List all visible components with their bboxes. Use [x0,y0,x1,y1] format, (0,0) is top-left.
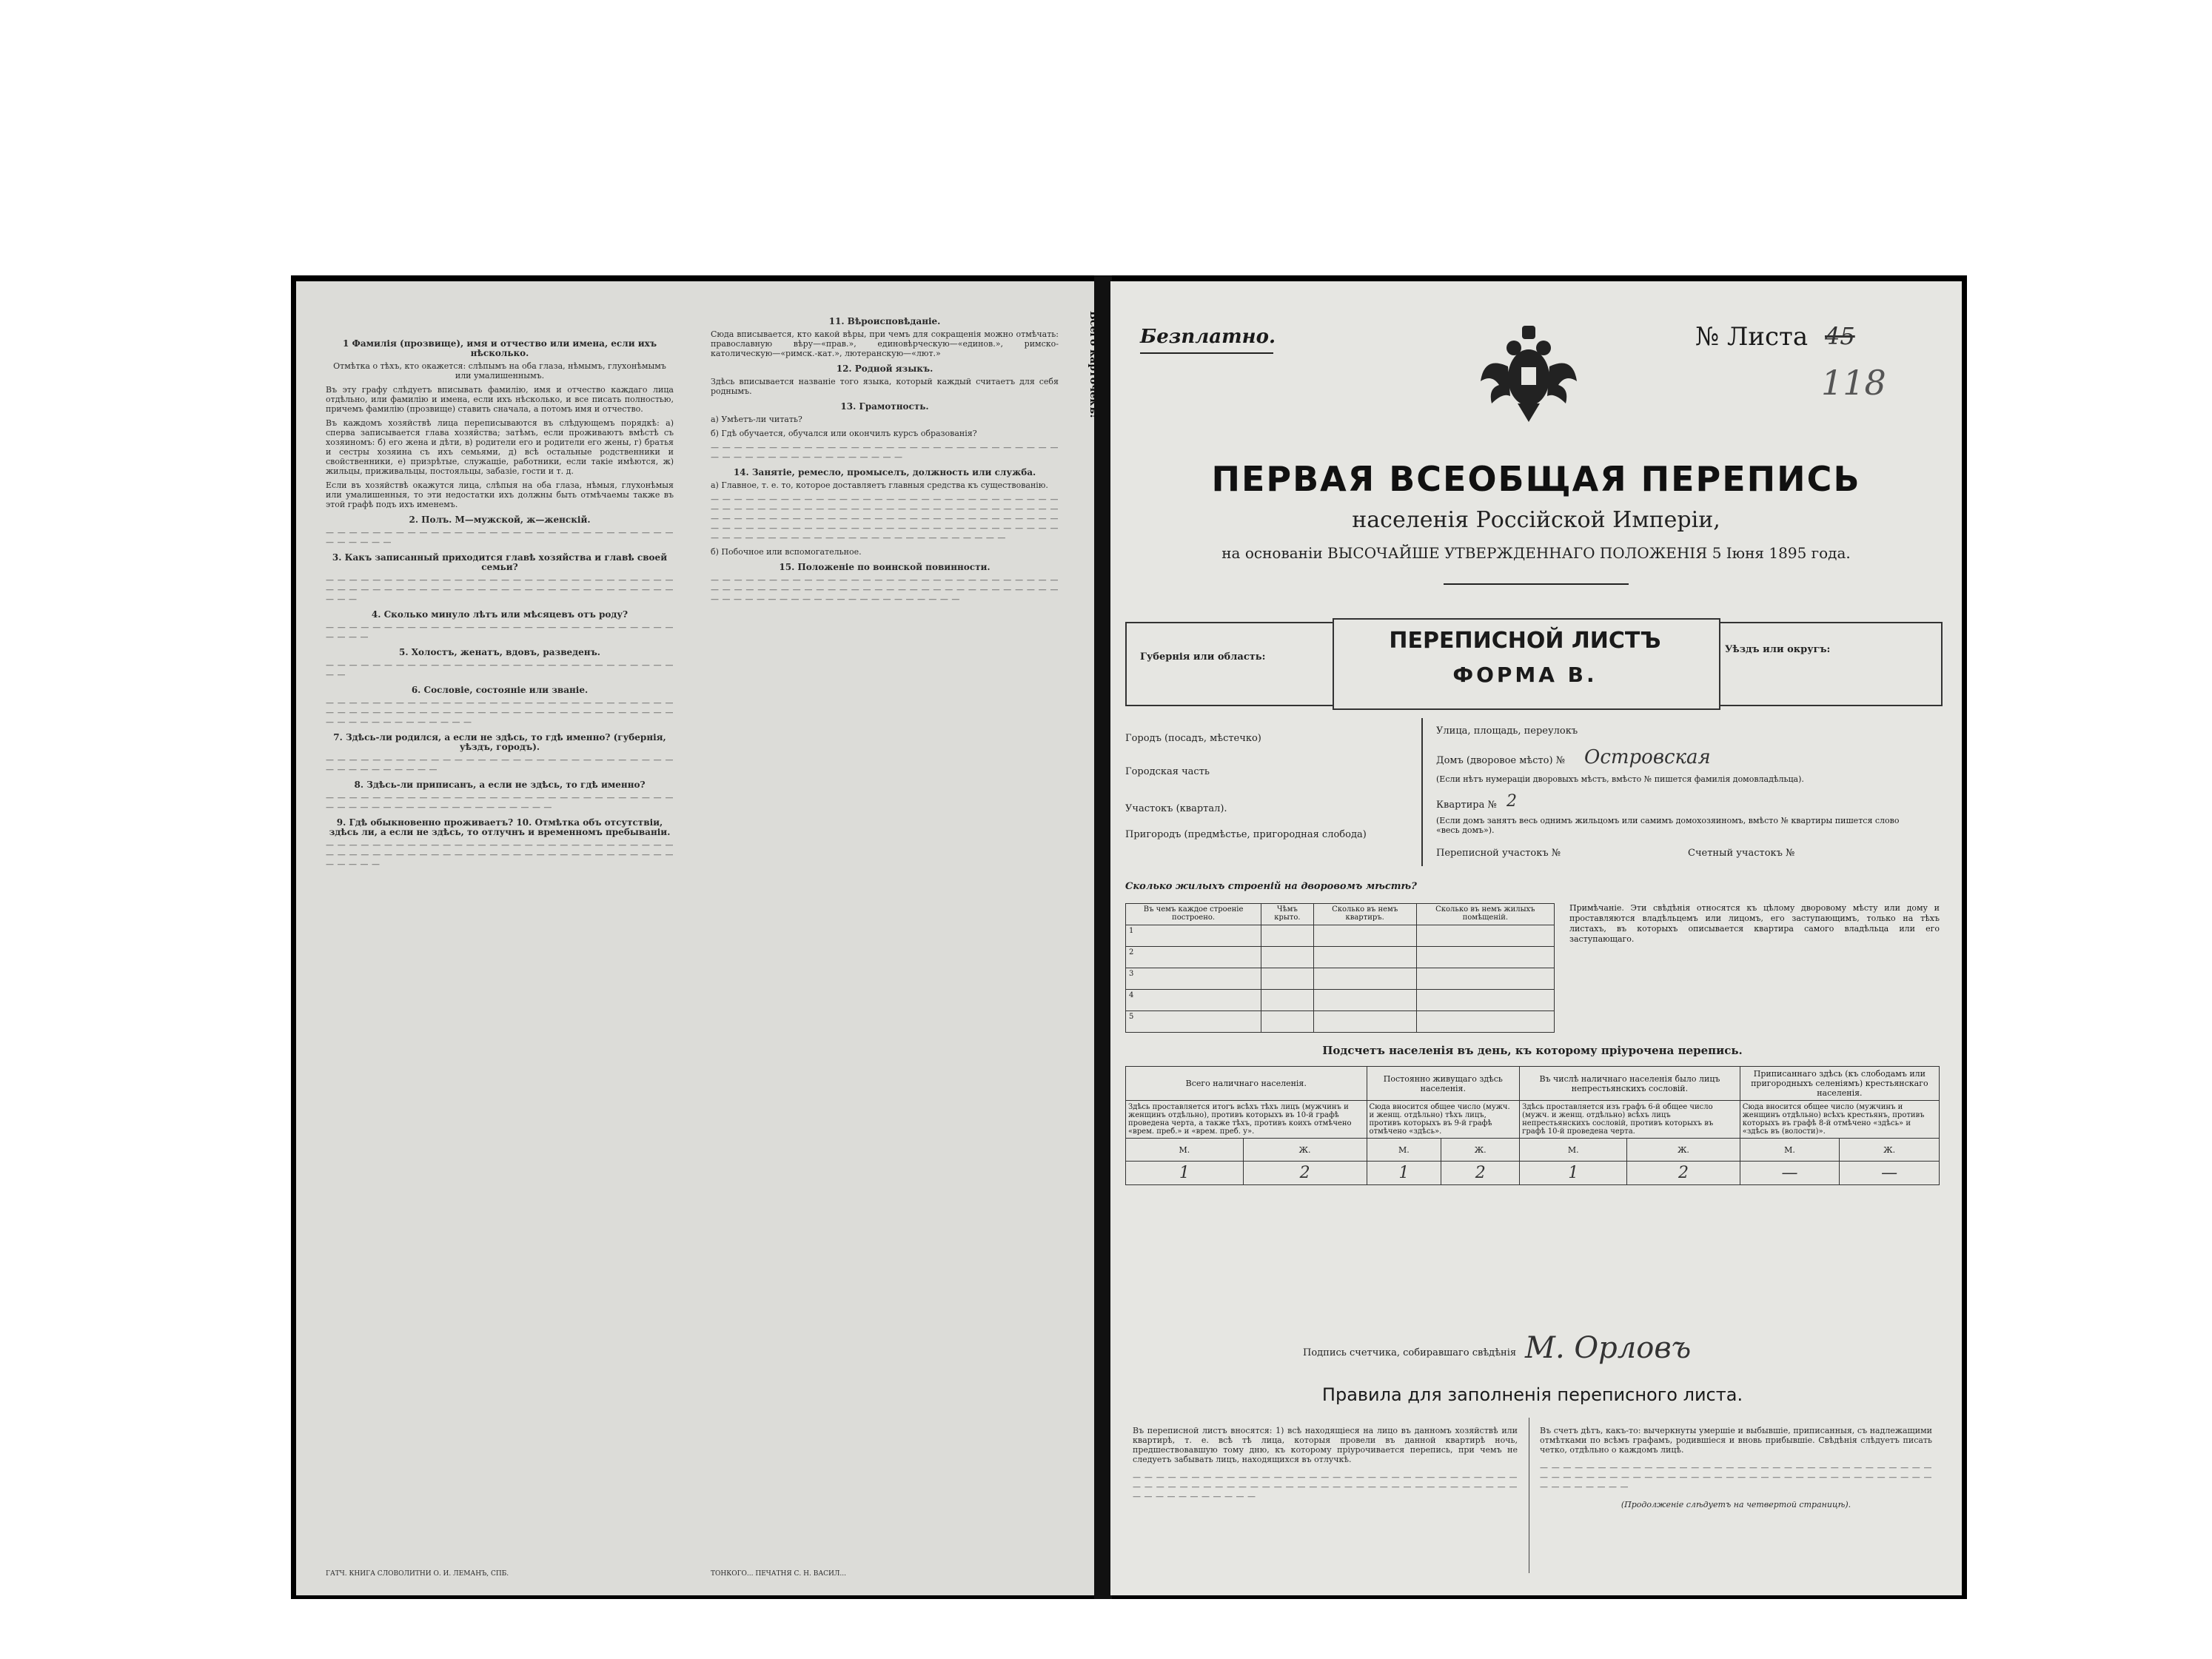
continuation-note: (Продолженіе слѣдуетъ на четвертой страницѣ). [1621,1500,1851,1509]
table-row [1126,990,1555,1011]
heading-marital: 5. Холостъ, женатъ, вдовъ, разведенъ. [399,647,600,657]
filler-text: — — — — — — — — — — — — — — — — — — — — — — — — — — — — — — — — — — — — — — — — [326,755,674,774]
margin-stamp: Всего карточекъ! [1087,311,1099,419]
filler-text: — — — — — — — — — — — — — — — — — — — — — — — — — — — — — — — — — — — — — — — — — — — — — — — — — — — — — — — — — — — — — — — — — — — — — — — — — — — — — — — — — — — — — — — — — — — — — — — — — — — — — — — — — — — — — — — — — — — — — — — — — — — — — — — — — — — — — — — — — — — — — — — — — — [711,495,1059,543]
suburb-label: Пригородъ (предмѣстье, пригородная слобода) [1125,829,1367,840]
pop-col-peasant: Приписаннаго здѣсь (къ слободамъ или пригородныхъ селеніямъ) крестьянскаго населенія. [1740,1067,1939,1101]
row-number: 4 [1126,990,1261,1011]
counter-district-label: Счетный участокъ № [1688,848,1795,859]
house-note: (Если нѣтъ нумераціи дворовыхъ мѣстъ, вмѣсто № пишется фамилія домовладѣльца). [1436,774,1804,784]
heading-religion: 11. Вѣроисповѣданіе. [828,316,941,326]
male-header: М. [1520,1139,1627,1162]
district-label: Уѣздъ или округъ: [1725,644,1831,655]
count-value: 1 [1126,1162,1244,1185]
instructions-column-1 [326,333,674,874]
heading-age: 4. Сколько минуло лѣтъ или мѣсяцевъ отъ роду? [371,609,629,620]
sub-occupation-a: а) Главное, т. е. то, которое доставляетъ главныя средства къ существованію. [711,480,1048,490]
heading-birthplace: 7. Здѣсь-ли родился, а если не здѣсь, то гдѣ именно? (губернія, уѣздъ, городъ). [333,732,666,752]
buildings-col-apartments: Сколько въ немъ квартиръ. [1313,904,1416,925]
count-value: 2 [1441,1162,1520,1185]
precinct-label: Участокъ (квартал). [1125,803,1227,814]
male-header: М. [1740,1139,1840,1162]
apartment-label: Квартира № [1436,800,1497,811]
sheet-number: 45 [1825,322,1855,350]
city-part-label: Городская часть [1125,766,1210,777]
buildings-col-material: Въ чемъ каждое строеніе построено. [1126,904,1261,925]
left-page [296,281,1096,1595]
heading-name: 1 Фамилія (прозвище), имя и отчество или имена, если ихъ нѣсколько. [342,338,657,358]
male-header: М. [1126,1139,1244,1162]
census-title: ПЕРВАЯ ВСЕОБЩАЯ ПЕРЕПИСЬ [1211,459,1861,499]
note-disabilities: Отмѣтка о тѣхъ, кто окажется: слѣпымъ на оба глаза, нѣмымъ, глухонѣмымъ или умалишеннымъ. [333,361,666,381]
population-table [1125,1066,1940,1185]
house-label: Домъ (дворовое мѣсто) № [1436,755,1566,766]
buildings-heading: Сколько жилыхъ строеній на дворовомъ мѣстѣ? [1125,881,1417,892]
sheet-number-label: № Листа [1695,322,1809,352]
census-basis: на основаніи ВЫСОЧАЙШЕ УТВЕРЖДЕННАГО ПОЛОЖЕНІЯ 5 Іюня 1895 года. [1221,544,1851,562]
para-disabilities: Если въ хозяйствѣ окажутся лица, слѣпыя на оба глаза, нѣмыя, глухонѣмыя или умалишенныя, то эти недостатки ихъ должны быть отмѣчаемы также въ этой графѣ подъ ихъ именемъ. [326,480,674,509]
right-page [1110,281,1962,1595]
count-value: 1 [1520,1162,1627,1185]
para-language: Здѣсь вписывается названіе того языка, который каждый считаетъ для себя роднымъ. [711,377,1059,396]
archive-number: 118 [1821,363,1886,403]
pop-desc-permanent: Сюда вносится общее число (мужч. и женщ. отдѣльно) тѣхъ лицъ, противъ которыхъ въ 9-й графѣ отмѣчено «здѣсь». [1367,1101,1520,1139]
heading-language: 12. Родной языкъ. [836,363,934,374]
address-divider [1421,718,1423,866]
free-label: Безплатно. [1140,326,1276,348]
population-heading: Подсчетъ населенія въ день, къ которому пріурочена перепись. [1322,1044,1743,1057]
heading-sex: 2. Полъ. М—мужской, ж—женскій. [409,515,591,525]
filler-text: — — — — — — — — — — — — — — — — — — — — — — — — — — — — — — — — — — — — — — — — — — — — — — — — — — — — — — — — — — — — — — — — — [326,840,674,869]
count-value: 2 [1243,1162,1367,1185]
filler-text: — — — — — — — — — — — — — — — — — — — — — — — — — — — — — — — — — — [326,623,674,642]
sub-literacy-b: б) Гдѣ обучается, обучался или окончилъ курсъ образованія? [711,429,977,438]
male-header: М. [1367,1139,1441,1162]
rules-heading: Правила для заполненія переписного листа. [1321,1384,1743,1405]
double-headed-eagle-icon [1473,315,1584,426]
para-order: Въ каждомъ хозяйствѣ лица переписываются въ слѣдующемъ порядкѣ: а) сперва записывается глава хозяйства; затѣмъ, если проживаютъ вмѣстѣ съ хозяиномъ: б) его жена и дѣти, в) родители его и родители его жены, г) братья и сестры хозяина съ ихъ семьями, д) всѣ остальные родственники и свойственники, е) призрѣтые, служащіе, работники, если такіе имѣются, ж) жильцы, приживальцы, постояльцы, забазіе, гости и т. д. [326,418,674,476]
table-row [1126,925,1555,947]
buildings-col-roof: Чѣмъ крыто. [1261,904,1314,925]
pop-desc-present: Здѣсь проставляется итогъ всѣхъ тѣхъ лицъ (мужчинъ и женщинъ отдѣльно), противъ которыхъ въ 10-й графѣ проведена черта, а также тѣхъ, противъ коихъ отмѣчено «врем. преб.» и «врем. преб. у». [1126,1101,1367,1139]
count-value: 1 [1367,1162,1441,1185]
sub-occupation-b: б) Побочное или вспомогательное. [711,547,862,557]
pop-col-present: Всего наличнаго населенія. [1126,1067,1367,1101]
province-label: Губернія или область: [1140,651,1266,663]
filler-text: — — — — — — — — — — — — — — — — — — — — — — — — — — — — — — — — — — — — — — — — — — — — — — — — — — [326,793,674,812]
house-value: Островская [1584,746,1711,768]
count-value: — [1740,1162,1840,1185]
filler-text: — — — — — — — — — — — — — — — — — — — — — — — — — — — — — — — — [326,660,674,680]
census-district-label: Переписной участокъ № [1436,848,1561,859]
female-header: Ж. [1441,1139,1520,1162]
census-subtitle: населенія Россійской Имперіи, [1352,507,1720,533]
city-label: Городъ (посадъ, мѣстечко) [1125,733,1261,744]
counter-signature: М. Орловъ [1525,1331,1692,1365]
heading-relation: 3. Какъ записанный приходится главѣ хозяйства и главѣ своей семьи? [332,552,668,572]
rules-text-2: Въ счетъ дѣтъ, какъ-то: вычеркнуты умершіе и выбывшіе, приписанныя, съ надлежащими отмѣтками по всѣмъ графамъ, родившіеся и вновь прибывшіе. Свѣдѣнія слѣдуетъ писать четко, отдѣльно о каждомъ лицѣ. [1540,1426,1932,1455]
street-label: Улица, площадь, переулокъ [1436,725,1578,737]
free-underline [1140,352,1273,354]
row-number: 2 [1126,947,1261,968]
filler-text: — — — — — — — — — — — — — — — — — — — — — — — — — — — — — — — — — — — — — — — — — — — — — — — — — — — — — — — — — — — — — — — — — — — — — — — — — — — — [1540,1463,1932,1492]
count-value: — [1840,1162,1940,1185]
rules-column-2 [1540,1418,1932,1518]
heading-military: 15. Положеніе по воинской повинности. [779,562,991,572]
buildings-table [1125,903,1555,1033]
pop-desc-nonpeasant: Здѣсь проставляется изъ графъ 6-й общее число (мужч. и женщ. отдѣльно) всѣхъ лицъ непрестьянскихъ сословій, противъ которыхъ въ графѣ 10-й проведена черта. [1520,1101,1740,1139]
female-header: Ж. [1243,1139,1367,1162]
heading-residence: 9. Гдѣ обыкновенно проживаетъ? 10. Отмѣтка объ отсутствіи, здѣсь ли, а если не здѣсь, то отлучнъ и временномъ пребываніи. [329,817,671,837]
pop-col-permanent: Постоянно живущаго здѣсь населенія. [1367,1067,1520,1101]
heading-occupation: 14. Занятіе, ремесло, промыселъ, должность или служба. [733,467,1036,477]
title-divider [1444,583,1629,585]
pop-desc-peasant: Сюда вносится общее число (мужчинъ и женщинъ отдѣльно) всѣхъ крестьянъ, противъ которыхъ въ графѣ 8-й отмѣчено «здѣсь» и «здѣсь въ (волости)». [1740,1101,1939,1139]
filler-text: — — — — — — — — — — — — — — — — — — — — — — — — — — — — — — — — — — — — — — — — — — — — — — — — — — — — — — — — — — — — — — — — — — — — — — — — — — — — — — — — — — [711,575,1059,604]
sub-literacy-a: а) Умѣетъ-ли читать? [711,415,802,424]
left-footer-2: ТОНКОГО... ПЕЧАТНЯ С. Н. ВАСИЛ... [711,1570,846,1578]
apartment-value: 2 [1506,792,1517,811]
filler-text: — — — — — — — — — — — — — — — — — — — — — — — — — — — — — — — — — — — — — — — — — — — — — — — — — — — — — — — — — — — — — — — — — — — — — — — — — — — — — [1133,1472,1518,1501]
buildings-note: Примѣчаніе. Эти свѣдѣнія относятся къ цѣлому дворовому мѣсту или дому и проставляются владѣльцемъ или лицомъ, его заступающимъ, только на тѣхъ листахъ, въ которыхъ описывается квартира самого владѣльца или его заступающаго. [1569,903,1940,944]
heading-estate: 6. Сословіе, состояніе или званіе. [411,685,589,695]
rules-text-1: Въ переписной листъ вносятся: 1) всѣ находящіеся на лицо въ данномъ хозяйствѣ или квартирѣ, т. е. всѣ тѣ лица, которыя провели въ данной квартирѣ ночь, предшествовавшую тому дню, къ которому пріурочивается перепись, при чемъ не следуетъ забывать лицъ, находящихся въ отлучкѣ. [1133,1426,1518,1464]
row-number: 1 [1126,925,1261,947]
signature-label: Подпись счетчика, собиравшаго свѣдѣнія [1303,1347,1517,1358]
filler-text: — — — — — — — — — — — — — — — — — — — — — — — — — — — — — — — — — — — — [326,528,674,547]
heading-registered: 8. Здѣсь-ли приписанъ, а если не здѣсь, то гдѣ именно? [354,780,646,790]
female-header: Ж. [1627,1139,1740,1162]
para-religion: Сюда вписывается, кто какой вѣры, при чемъ для сокращенія можно отмѣчать: православную вѣру—«прав.», единовѣрческую—«единов.», римско-католическую—«римск.-кат.», лютеранскую—«лют.» [711,329,1059,358]
table-row [1126,947,1555,968]
female-header: Ж. [1840,1139,1940,1162]
count-value: 2 [1627,1162,1740,1185]
filler-text: — — — — — — — — — — — — — — — — — — — — — — — — — — — — — — — — — — — — — — — — — — — — — — — — — — — — — — — — — — — — — — — — — — — — — — — — — [326,698,674,727]
filler-text: — — — — — — — — — — — — — — — — — — — — — — — — — — — — — — — — — — — — — — — — — — — — — — — [711,443,1059,462]
form-title: ПЕРЕПИСНОЙ ЛИСТЪ [1389,628,1661,654]
row-number: 5 [1126,1011,1261,1033]
form-type: ФОРМА В. [1452,663,1598,687]
filler-text: — — — — — — — — — — — — — — — — — — — — — — — — — — — — — — — — — — — — — — — — — — — — — — — — — — — — — — — — — — — — — — — [326,575,674,604]
heading-literacy: 13. Грамотность. [840,401,929,412]
table-row [1126,968,1555,990]
apartment-note: (Если домъ занятъ весь однимъ жильцомъ или самимъ домохозяиномъ, вмѣсто № квартиры пишется слово «весь домъ»). [1436,816,1900,835]
para-name-rules: Въ эту графу слѣдуетъ вписывать фамилію, имя и отчество каждаго лица отдѣльно, или фамилію и имена, если ихъ нѣсколько, и все писать полностью, причемъ фамилію (прозвище) ставить сначала, а потомъ имя и отчество. [326,385,674,414]
rules-column-1 [1133,1418,1518,1509]
left-footer: ГАТЧ. КНИГА СЛОВОЛИТНИ О. И. ЛЕМАНЪ, СПБ. [326,1570,509,1578]
buildings-col-rooms: Сколько въ немъ жилыхъ помѣщеній. [1416,904,1554,925]
table-row [1126,1011,1555,1033]
row-number: 3 [1126,968,1261,990]
instructions-column-2 [711,311,1059,609]
pop-col-nonpeasant: Въ числѣ наличнаго населенія было лицъ непрестьянскихъ сословій. [1520,1067,1740,1101]
